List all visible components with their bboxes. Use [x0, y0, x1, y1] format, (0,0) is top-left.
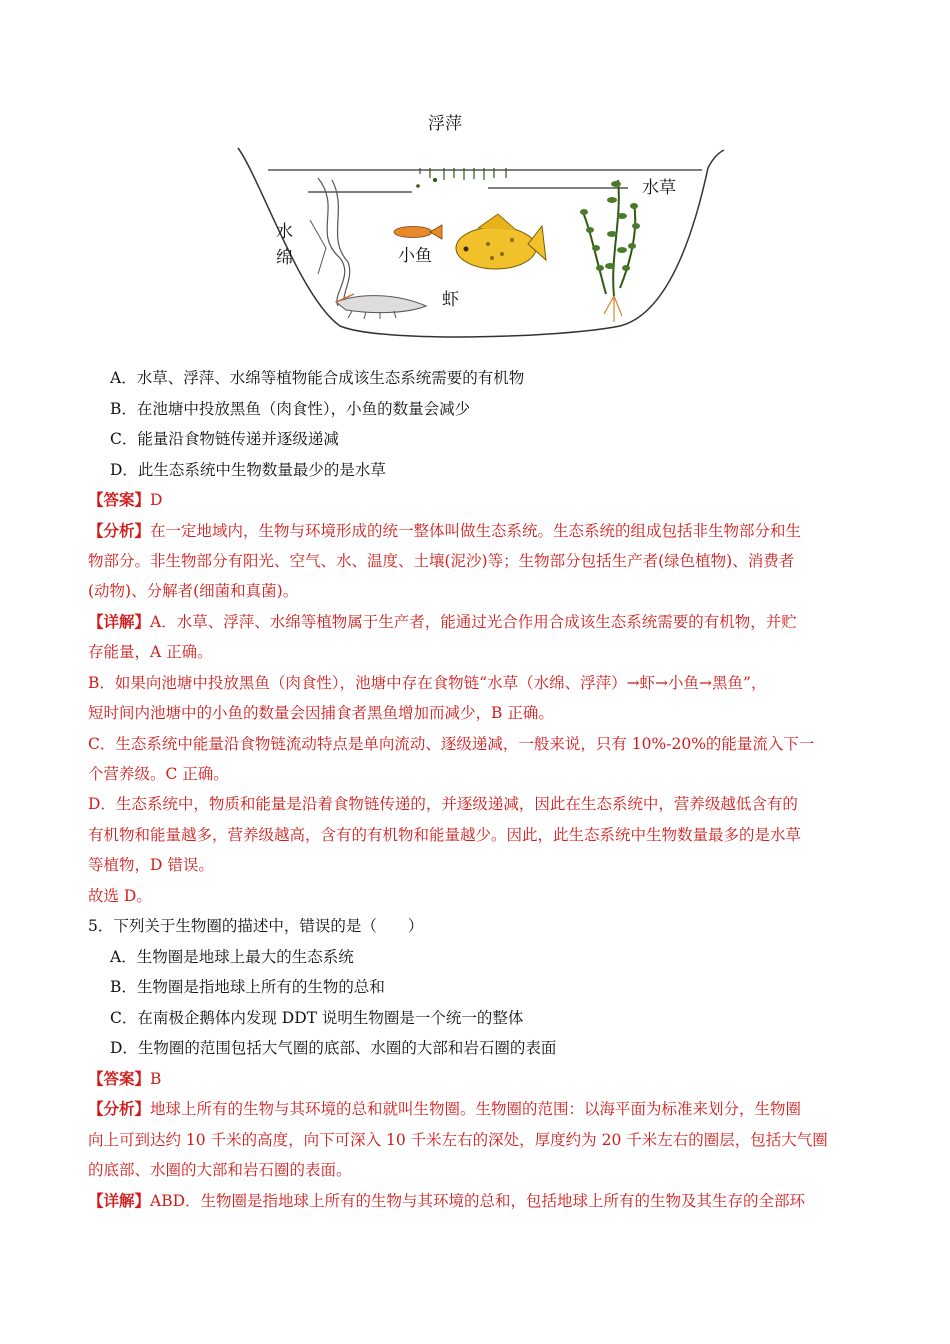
q4-detail-line-7: D．生态系统中，物质和能量是沿着食物链传递的，并逐级递减，因此在生态系统中，营养级越低含有的: [88, 795, 798, 813]
big-fish: [456, 214, 546, 269]
label-small-fish: 小鱼: [398, 246, 432, 266]
detail-tag: 【详解】: [88, 1191, 151, 1210]
q5-option-b: B．生物圈是指地球上所有的生物的总和: [110, 978, 385, 996]
shrimp: [336, 294, 426, 319]
q4-detail-line-5: C．生态系统中能量沿食物链流动特点是单向流动、逐级递减，一般来说，只有 10%-20%的能量流入下一: [88, 735, 815, 753]
q5-analysis-line-2: 向上可到达约 10 千米的高度，向下可深入 10 千米左右的深处，厚度约为 20 千米左右的圈层，包括大气圈: [88, 1131, 828, 1149]
q4-analysis-line-3: (动物)、分解者(细菌和真菌)。: [88, 582, 299, 600]
label-water-weed: 水草: [642, 178, 676, 198]
q5-option-c: C．在南极企鹅体内发现 DDT 说明生物圈是一个统一的整体: [110, 1009, 524, 1027]
q4-detail-line-3: B．如果向池塘中投放黑鱼（肉食性），池塘中存在食物链“水草（水绵、浮萍）→虾→小鱼→黑鱼”，: [88, 674, 767, 692]
q4-answer: [88, 490, 162, 510]
label-shrimp: 虾: [442, 290, 459, 310]
label-spirogyra-2: 绵: [276, 248, 293, 268]
water-weed: [582, 180, 635, 296]
q4-option-b: B．在池塘中投放黑鱼（肉食性），小鱼的数量会减少: [110, 400, 471, 418]
label-spirogyra-1: 水: [276, 222, 293, 242]
q4-option-d: D．此生态系统中生物数量最少的是水草: [110, 461, 386, 479]
q5-option-d: D．生物圈的范围包括大气圈的底部、水圈的大部和岩石圈的表面: [110, 1039, 557, 1057]
analysis-tag: 【分析】: [88, 1099, 151, 1118]
q4-option-a: A．水草、浮萍、水绵等植物能合成该生态系统需要的有机物: [110, 369, 525, 387]
q4-detail-line-1: 【详解】A．水草、浮萍、水绵等植物属于生产者，能通过光合作用合成该生态系统需要的有机物，并贮: [88, 612, 797, 631]
q4-conclusion: 故选 D。: [88, 887, 152, 905]
answer-value: B: [150, 1070, 162, 1088]
q4-detail-line-9: 等植物，D 错误。: [88, 856, 214, 874]
q5-analysis-line-3: 的底部、水圈的大部和岩石圈的表面。: [88, 1161, 352, 1179]
q4-detail-line-8: 有机物和能量越多，营养级越高，含有的有机物和能量越少。因此，此生态系统中生物数量最多的是水草: [88, 826, 802, 844]
pond-ecosystem-figure: [230, 108, 730, 348]
detail-tag: 【详解】: [88, 612, 151, 631]
small-fish: [394, 225, 442, 239]
analysis-tag: 【分析】: [88, 521, 151, 540]
q5-option-a: A．生物圈是地球上最大的生态系统: [110, 948, 354, 966]
label-duckweed: 浮萍: [428, 114, 462, 134]
answer-tag: 【答案】: [88, 1069, 151, 1088]
q5-stem: 5．下列关于生物圈的描述中，错误的是（ ）: [88, 917, 424, 935]
q4-analysis-line-1: 【分析】在一定地域内，生物与环境形成的统一整体叫做生态系统。生态系统的组成包括非生物部分和生: [88, 521, 802, 540]
pond-diagram: [230, 108, 730, 348]
q5-detail-line-1: 【详解】ABD．生物圈是指地球上所有的生物与其环境的总和，包括地球上所有的生物及其生存的全部环: [88, 1191, 806, 1210]
q5-answer: [88, 1069, 161, 1089]
answer-value: D: [150, 491, 163, 509]
duckweed-plants: [417, 168, 506, 187]
q4-detail-line-6: 个营养级。C 正确。: [88, 765, 229, 783]
q5-analysis-line-1: 【分析】地球上所有的生物与其环境的总和就叫生物圈。生物圈的范围：以海平面为标准来划分，生物圈: [88, 1099, 802, 1118]
answer-tag: 【答案】: [88, 490, 151, 509]
q4-detail-line-2: 存能量，A 正确。: [88, 643, 213, 661]
q4-detail-line-4: 短时间内池塘中的小鱼的数量会因捕食者黑鱼增加而减少，B 正确。: [88, 704, 554, 722]
q4-option-c: C．能量沿食物链传递并逐级递减: [110, 430, 339, 448]
q4-analysis-line-2: 物部分。非生物部分有阳光、空气、水、温度、土壤(泥沙)等；生物部分包括生产者(绿色植物)、消费者: [88, 552, 795, 570]
